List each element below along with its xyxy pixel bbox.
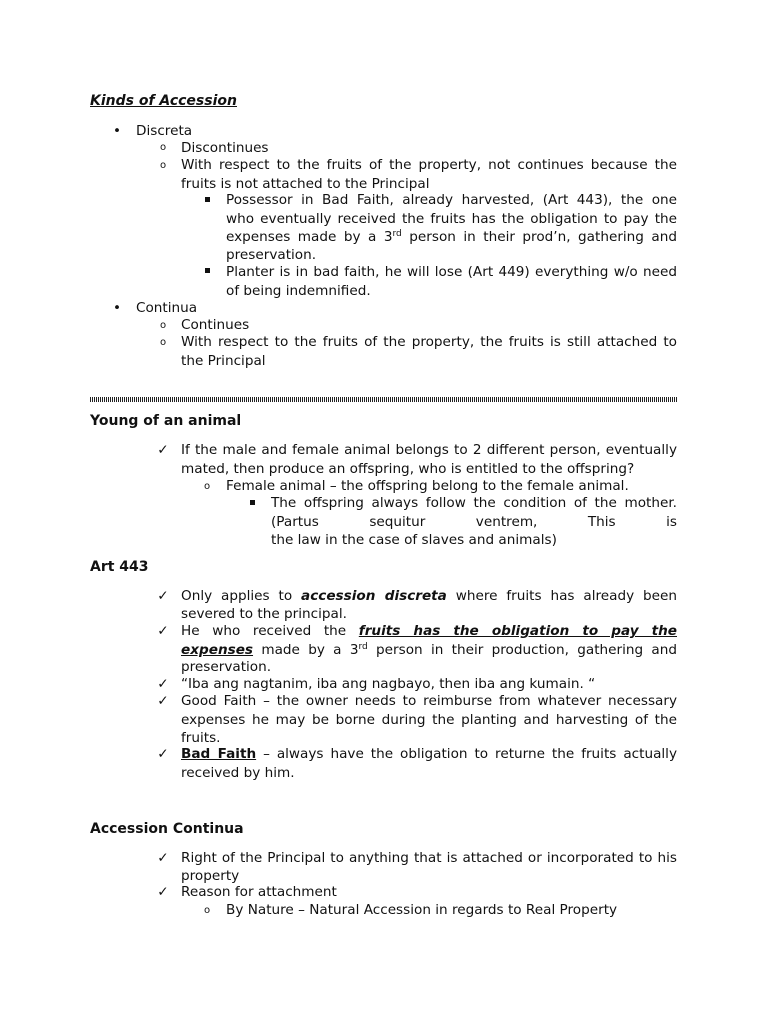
item-attached-line1: With respect to the fruits of the property, the fruits is still attached to — [181, 334, 677, 350]
circle-marker: o — [159, 160, 167, 171]
art443-c5-line1: Bad Faith – always have the obligation to returne the fruits actually — [181, 746, 677, 762]
young-o1: Female animal – the offspring belong to the female animal. — [226, 478, 629, 494]
art443-c5-line2: received by him. — [181, 765, 295, 781]
check-icon: ✓ — [157, 442, 169, 458]
check-icon: ✓ — [157, 884, 169, 900]
art443-c2-line3: preservation. — [181, 659, 272, 675]
heading-accession-continua: Accession Continua — [90, 821, 244, 837]
square-marker — [245, 495, 259, 513]
check-icon: ✓ — [157, 623, 169, 639]
item-discontinues: Discontinues — [181, 140, 269, 156]
young-sq1-line1: The offspring always follow the condition of the mother. — [271, 495, 677, 511]
art443-c1-line1: Only applies to accession discreta where fruits has already been — [181, 588, 677, 604]
circle-marker: o — [203, 905, 211, 916]
circle-marker: o — [159, 142, 167, 153]
art443-c2-line1: He who received the fruits has the obligation to pay the — [181, 623, 677, 639]
bullet-marker: • — [112, 123, 122, 139]
item-continua: Continua — [136, 300, 198, 316]
check-icon: ✓ — [157, 676, 169, 692]
art443-c4-line2: expenses he may be borne during the planting and harvesting of the — [181, 712, 677, 728]
item-fruits-line1: With respect to the fruits of the property, not continues because the — [181, 157, 677, 173]
check-icon: ✓ — [157, 693, 169, 709]
young-sq1-line2: (Partus sequitur ventrem, This is — [271, 514, 677, 530]
art443-c3: “Iba ang nagtanim, iba ang nagbayo, then iba ang kumain. “ — [181, 676, 596, 692]
continua-c1-line1: Right of the Principal to anything that is attached or incorporated to his — [181, 850, 677, 866]
check-icon: ✓ — [157, 746, 169, 762]
check-icon: ✓ — [157, 588, 169, 604]
continua-c1-line2: property — [181, 868, 240, 884]
circle-marker: o — [203, 481, 211, 492]
possessor-line4: preservation. — [226, 247, 317, 263]
bullet-marker: • — [112, 300, 122, 316]
possessor-line3: expenses made by a 3rd person in their prod’n, gathering and — [226, 229, 677, 245]
check-icon: ✓ — [157, 850, 169, 866]
art443-c1-line2: severed to the principal. — [181, 606, 347, 622]
planter-line2: of being indemnified. — [226, 283, 371, 299]
art443-c2-line2: expenses made by a 3rd person in their production, gathering and — [181, 642, 677, 658]
item-fruits-line2: fruits is not attached to the Principal — [181, 176, 430, 192]
planter-line1: Planter is in bad faith, he will lose (Art 449) everything w/o need — [226, 264, 677, 280]
item-continues: Continues — [181, 317, 250, 333]
continua-o1: By Nature – Natural Accession in regards to Real Property — [226, 902, 618, 918]
young-c1-line1: If the male and female animal belongs to 2 different person, eventually — [181, 442, 677, 458]
circle-marker: o — [159, 320, 167, 331]
item-attached-line2: the Principal — [181, 353, 266, 369]
heading-young-of-animal: Young of an animal — [90, 413, 242, 429]
continua-c2: Reason for attachment — [181, 884, 337, 900]
circle-marker: o — [159, 337, 167, 348]
possessor-line2: who eventually received the fruits has the obligation to pay the — [226, 211, 677, 227]
square-marker — [200, 192, 214, 210]
item-discreta: Discreta — [136, 123, 193, 139]
possessor-line1: Possessor in Bad Faith, already harvested, (Art 443), the one — [226, 192, 677, 208]
art443-c4-line1: Good Faith – the owner needs to reimburse from whatever necessary — [181, 693, 677, 709]
title-kinds-of-accession: Kinds of Accession — [90, 93, 237, 109]
young-sq1-line3: the law in the case of slaves and animals) — [271, 532, 557, 548]
art443-c4-line3: fruits. — [181, 730, 221, 746]
heading-art-443: Art 443 — [90, 559, 149, 575]
square-marker — [200, 263, 214, 281]
young-c1-line2: mated, then produce an offspring, who is entitled to the offspring? — [181, 461, 635, 477]
section-divider — [90, 397, 677, 402]
